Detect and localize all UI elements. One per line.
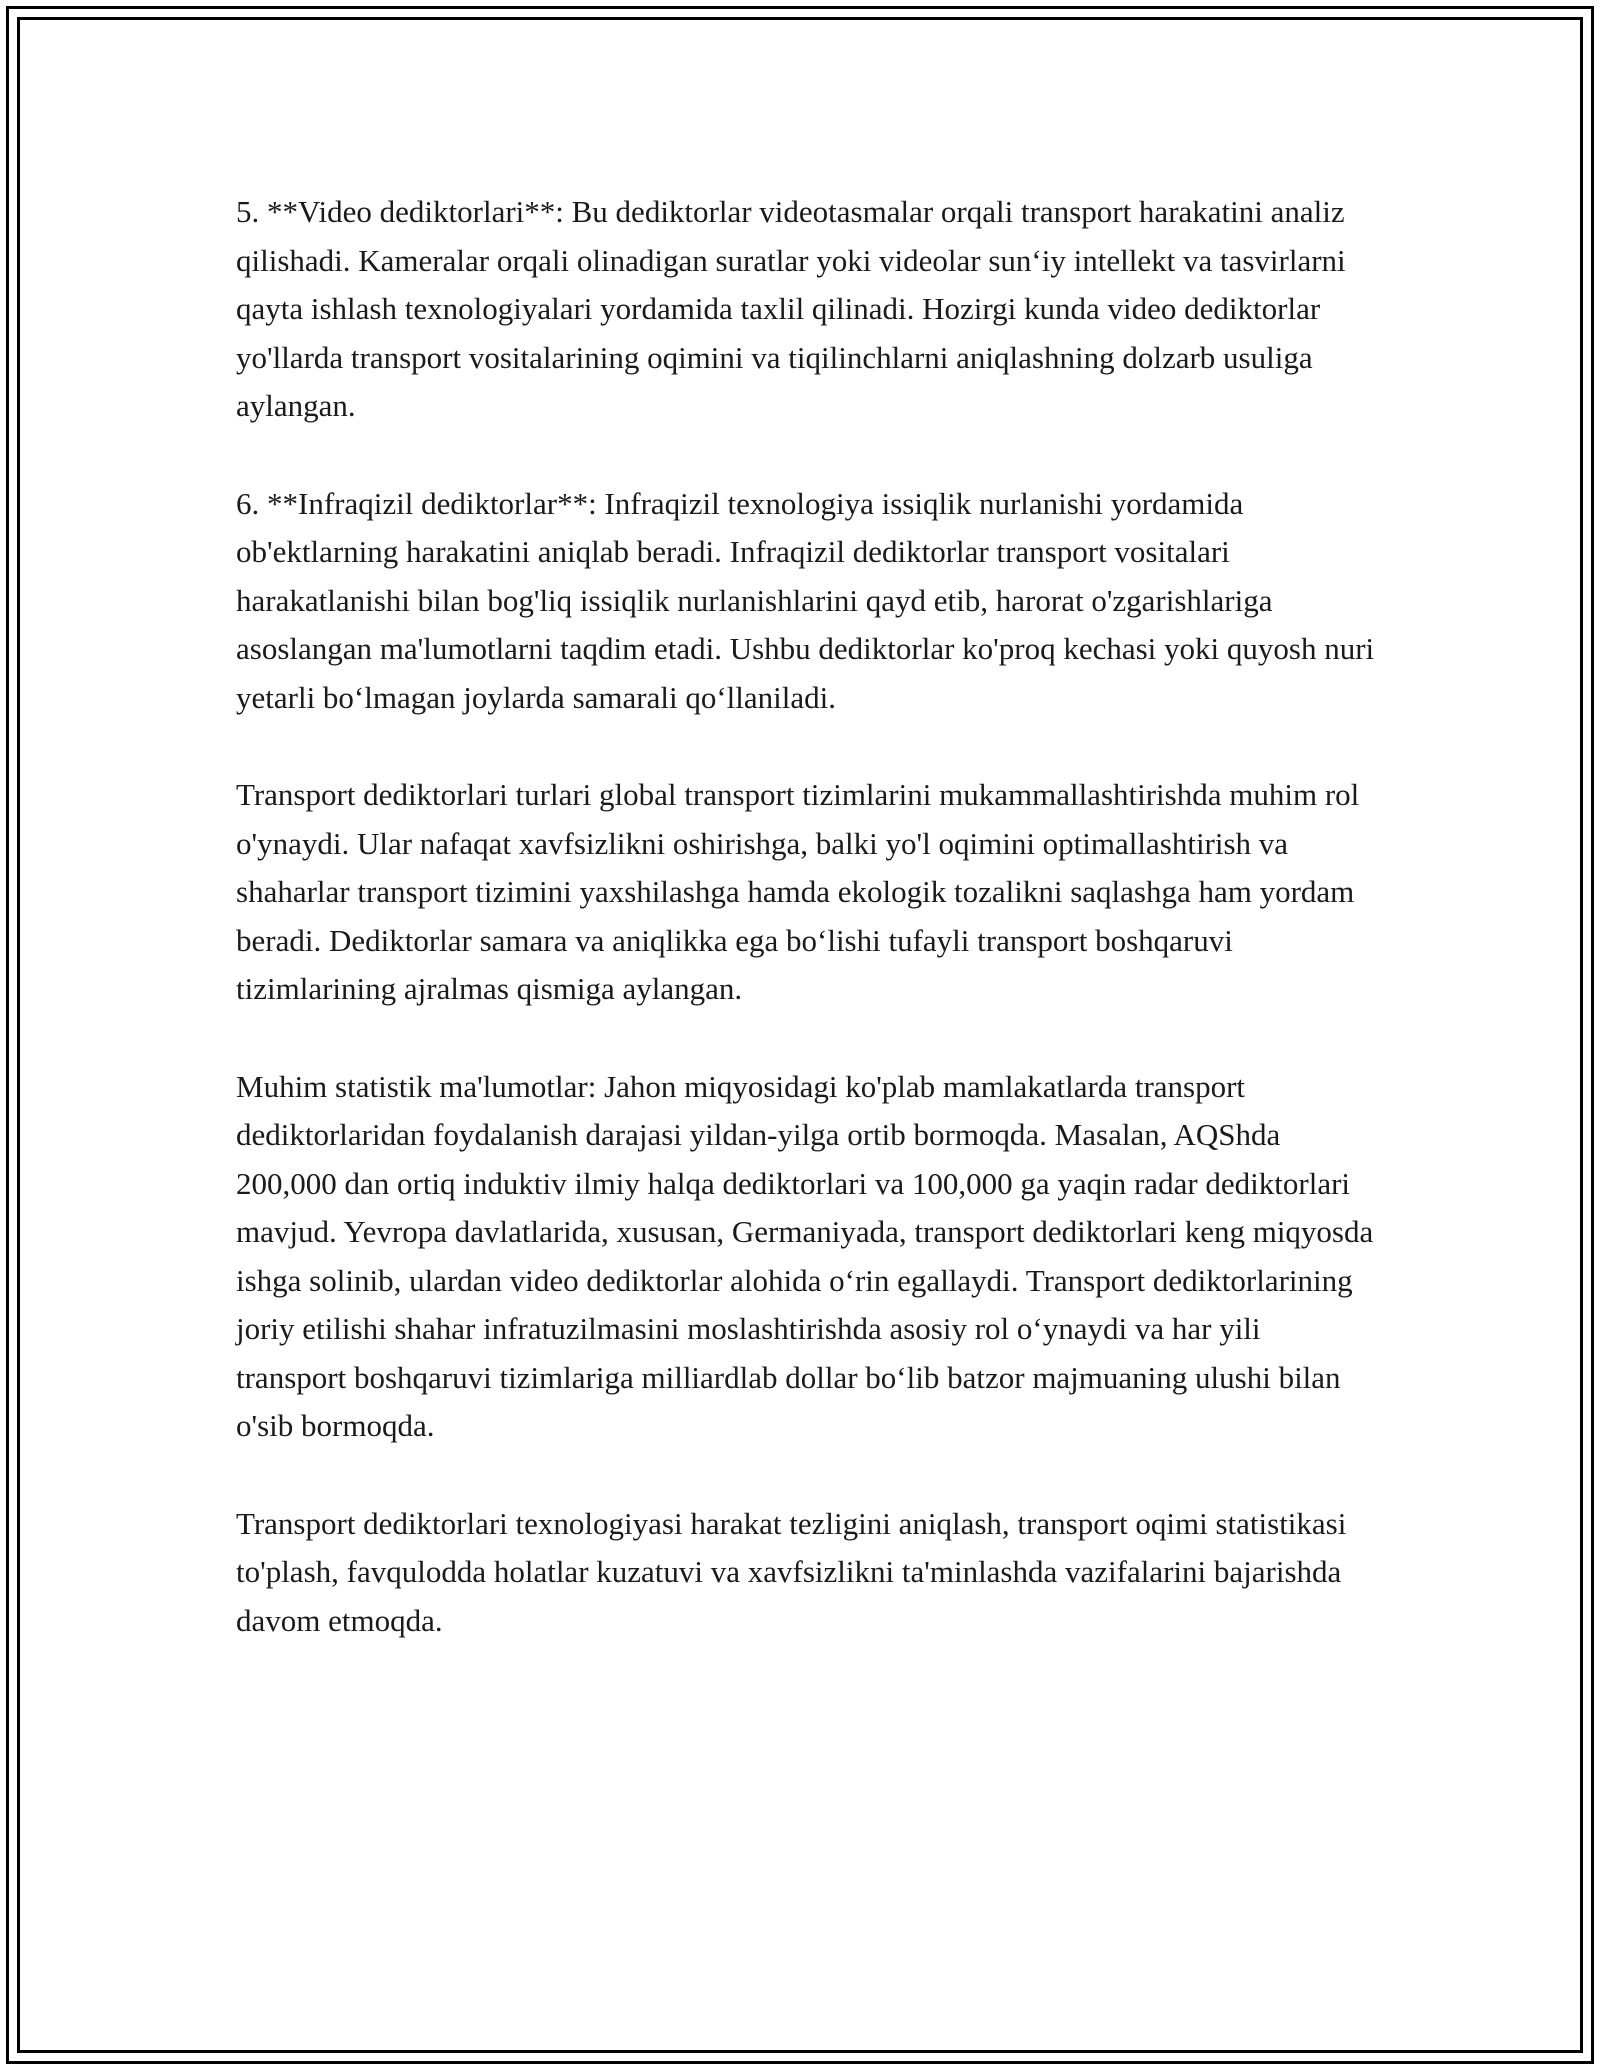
paragraph-transport-detector-role: Transport dediktorlari turlari global transport tizimlarini mukammallashtirishda muhim rol o'ynaydi. Ular nafaqat xavfsizlikni oshirishga, balki yo'l oqimini optimallashtirish va shaharlar transport tizimini yaxshilashga hamda ekologik tozalikni saqlashga ham yordam beradi. Dediktorlar samara va aniqlikka ega bo‘lishi tufayli transport boshqaruvi tizimlarining ajralmas qismiga aylangan.: [236, 777, 1360, 1006]
paragraph-conclusion: Transport dediktorlari texnologiyasi harakat tezligini aniqlash, transport oqimi statistikasi to'plash, favqulodda holatlar kuzatuvi va xavfsizlikni ta'minlashda vazifalarini bajarishda davom etmoqda.: [236, 1505, 1347, 1638]
document-body: [236, 188, 1376, 1694]
paragraph-infrared-detectors: 6. **Infraqizil dediktorlar**: Infraqizil texnologiya issiqlik nurlanishi yordamida ob'ektlarning harakatini aniqlab beradi. Infraqizil dediktorlar transport vositalari harakatlanishi bilan bog'liq issiqlik nurlanishlarini qayd etib, harorat o'zgarishlariga asoslangan ma'lumotlarni taqdim etadi. Ushbu dediktorlar ko'proq kechasi yoki quyosh nuri yetarli bo‘lmagan joylarda samarali qo‘llaniladi.: [236, 485, 1375, 715]
paragraph-video-detectors: 5. **Video dediktorlari**: Bu dediktorlar videotasmalar orqali transport harakatini analiz qilishadi. Kameralar orqali olinadigan suratlar yoki videolar sun‘iy intellekt va tasvirlarni qayta ishlash texnologiyalari yordamida taxlil qilinadi. Hozirgi kunda video dediktorlar yo'llarda transport vositalarining oqimini va tiqilinchlarni aniqlashning dolzarb usuliga aylangan.: [236, 194, 1346, 423]
paragraph-statistics: Muhim statistik ma'lumotlar: Jahon miqyosidagi ko'plab mamlakatlarda transport dediktorlaridan foydalanish darajasi yildan-yilga ortib bormoqda. Masalan, AQShda 200,000 dan ortiq induktiv ilmiy halqa dediktorlari va 100,000 ga yaqin radar dediktorlari mavjud. Yevropa davlatlarida, xususan, Germaniyada, transport dediktorlari keng miqyosda ishga solinib, ulardan video dediktorlar alohida o‘rin egallaydi. Transport dediktorlarining joriy etilishi shahar infratuzilmasini moslashtirishda asosiy rol o‘ynaydi va har yili transport boshqaruvi tizimlariga milliardlab dollar bo‘lib batzor majmuaning ulushi bilan o'sib bormoqda.: [236, 1068, 1374, 1443]
